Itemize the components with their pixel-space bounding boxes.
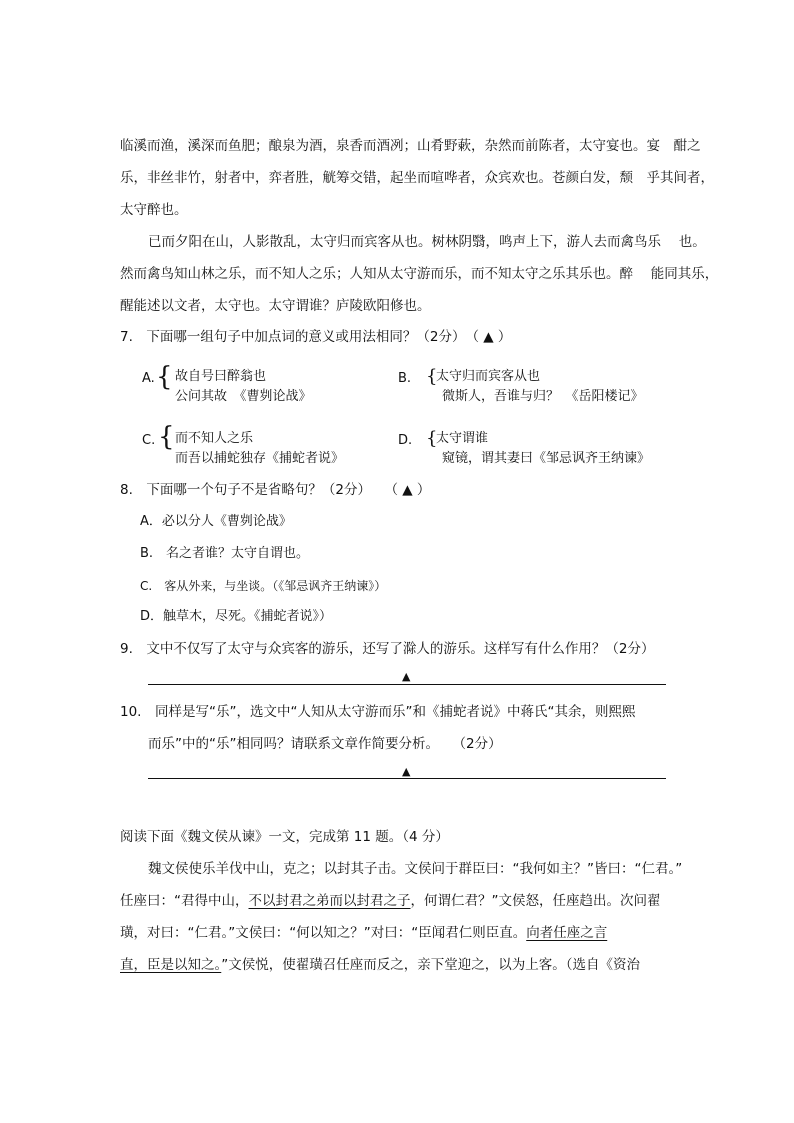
passage-line-5: 然而禽鸟知山林之乐，而不知人之乐；人知从太守游而乐，而不知太守之乐其乐也。醉 能同其乐， — [120, 266, 719, 282]
q8-option-b: B. 名之者谁？太守自谓也。 — [140, 546, 310, 561]
reading2-underlined-phrase-2b: 直，臣是以知之。 — [120, 957, 222, 973]
passage-line-3: 太守醉也。 — [120, 202, 188, 218]
passage-line-2: 乐，非丝非竹，射者中，弈者胜，觥筹交错，起坐而喧哗者，众宾欢也。苍颜白发，颓 乎其间者， — [120, 170, 714, 186]
reading2-line-2-start: 任座曰：“君得中山， — [120, 893, 249, 909]
q8-option-d: D．触草木，尽死。《捕蛇者说》） — [140, 609, 333, 624]
reading2-line-2-end: ，何谓仁君？”文侯怒，任座趋出。次问翟 — [410, 893, 661, 909]
q7-option-c-label: C. — [142, 433, 156, 448]
q8-option-c: C. 客从外来，与坐谈。（《邹忌讽齐王纳谏》） — [140, 579, 387, 593]
reading2-underlined-phrase-2a: 向者任座之言 — [526, 925, 608, 941]
q7-option-b-label: B. — [398, 371, 412, 386]
reading2-line-4-end: ”文侯悦，使翟璜召任座而反之，亲下堂迎之，以为上客。（选自《资治 — [221, 957, 640, 973]
reading2-underlined-phrase-1: 不以封君之弟而以封君之子 — [248, 893, 411, 909]
q10-stem-line-1: 10. 同样是写“乐”，选文中“人知从太守游而乐”和《捕蛇者说》中蒋氏“其余，则熙熙 — [120, 704, 636, 720]
q8-option-a: A．必以分人《曹刿论战》 — [140, 514, 292, 529]
q10-stem-line-2: 而乐”中的“乐”相同吗？请联系文章作简要分析。 （2分） — [148, 736, 502, 752]
q9-answer-line[interactable] — [148, 684, 666, 685]
q7-option-b-line1: 太守归而宾客从也 — [436, 369, 541, 384]
q7-option-d-label: D. — [398, 433, 413, 448]
q7-option-c-line2: 而吾以捕蛇独存《捕蛇者说》 — [175, 451, 345, 466]
q7-option-b-line2: 微斯人，吾谁与归？ 《岳阳楼记》 — [442, 389, 644, 404]
reading2-intro: 阅读下面《魏文侯从谏》一文，完成第 11 题。（4 分） — [120, 829, 449, 845]
q7-option-d-brace: { — [426, 428, 438, 449]
q9-stem: 9. 文中不仅写了太守与众宾客的游乐，还写了滁人的游乐。这样写有什么作用？（2分） — [120, 641, 655, 657]
reading2-line-3-start: 璜，对曰：“仁君。”文侯曰：“何以知之？”对曰：“臣闻君仁则臣直。 — [120, 925, 527, 941]
reading2-line-2 — [120, 892, 661, 910]
q8-stem: 8. 下面哪一个句子不是省略句？（2分） （ ▲ ） — [120, 482, 431, 498]
passage-line-4: 已而夕阳在山，人影散乱，太守归而宾客从也。树林阴翳，鸣声上下，游人去而禽鸟乐 也。 — [148, 234, 706, 250]
q7-option-a-line2: 公问其故 《曹刿论战》 — [175, 389, 312, 404]
q7-option-a-label: A. — [142, 371, 155, 386]
reading2-line-3 — [120, 924, 607, 942]
q7-option-a-brace: { — [156, 362, 173, 392]
q7-option-a-line1: 故自号曰醉翁也 — [175, 369, 267, 384]
q7-option-d-line1: 太守谓谁 — [436, 431, 489, 446]
passage-line-1: 临溪而渔，溪深而鱼肥；酿泉为酒，泉香而酒冽；山肴野蔌，杂然而前陈者，太守宴也。宴 酣之 — [120, 138, 701, 154]
passage-line-6: 醒能述以文者，太守也。太守谓谁？庐陵欧阳修也。 — [120, 298, 431, 314]
q7-option-c-line1: 而不知人之乐 — [175, 431, 254, 446]
q9-answer-mark: ▲ — [402, 670, 411, 683]
q7-option-b-brace: { — [426, 366, 438, 387]
q7-stem: 7. 下面哪一组句子中加点词的意义或用法相同？（2分） （ ▲ ） — [120, 329, 512, 345]
reading2-line-1: 魏文侯使乐羊伐中山，克之；以封其子击。文侯问于群臣曰：“我何如主？”皆曰：“仁君。” — [148, 861, 683, 877]
q10-answer-line[interactable] — [148, 778, 666, 779]
q7-option-c-brace: { — [158, 422, 175, 452]
q7-option-d-line2: 窥镜，谓其妻曰《邹忌讽齐王纳谏》 — [442, 451, 651, 466]
q10-answer-mark: ▲ — [402, 765, 411, 778]
reading2-line-4 — [120, 956, 640, 974]
